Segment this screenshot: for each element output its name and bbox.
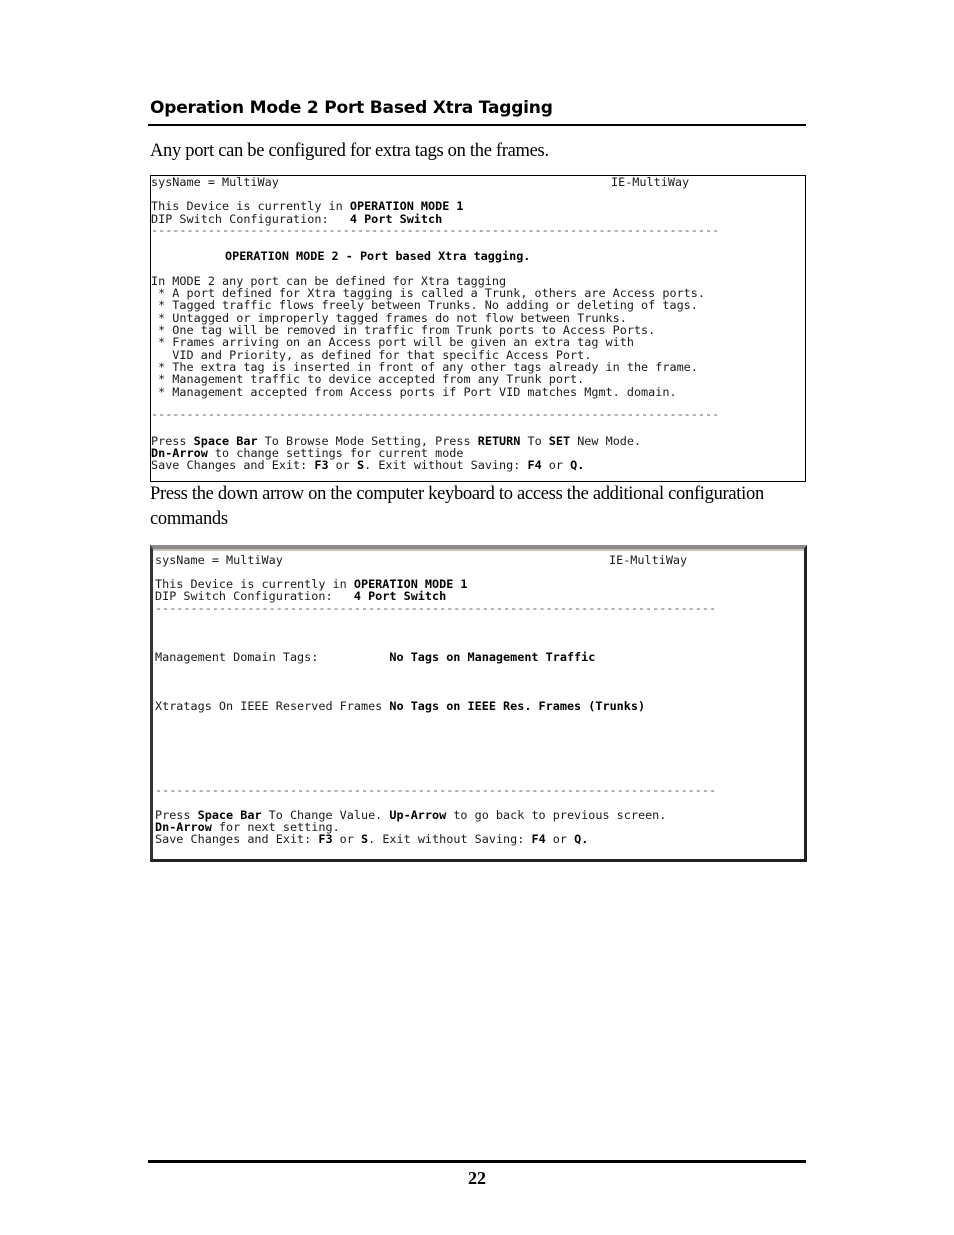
divider-line: -------------------------------------------------------------------------------- <box>151 407 720 421</box>
help-text: To Browse Mode Setting, Press <box>257 434 478 448</box>
help-text: Save Changes and Exit: <box>151 458 315 472</box>
desc-line: * The extra tag is inserted in front of any other tags already in the frame. <box>151 360 698 374</box>
sysname-line <box>155 554 283 566</box>
desc-line: * Frames arriving on an Access port will be given an extra tag with <box>151 335 634 349</box>
desc-line: In MODE 2 any port can be defined for Xtra tagging <box>151 274 507 288</box>
help-text: Press <box>151 434 194 448</box>
set-key: SET <box>548 434 571 448</box>
desc-line: * One tag will be removed in traffic from Trunk ports to Access Ports. <box>151 323 656 337</box>
help-text: or <box>328 458 357 472</box>
desc-line: * A port defined for Xtra tagging is called a Trunk, others are Access ports. <box>151 286 705 300</box>
help-text: . <box>577 458 585 472</box>
mgmt-domain-label: Management Domain Tags: <box>155 650 390 664</box>
mode-title-text: OPERATION MODE 2 - Port based Xtra tagging. <box>225 249 531 263</box>
dip-switch-prefix: DIP Switch Configuration: <box>151 212 350 226</box>
device-mode-prefix: This Device is currently in <box>155 577 354 591</box>
f4-key: F4 <box>531 832 546 846</box>
space-bar-key: Space Bar <box>197 808 262 822</box>
help-line-3 <box>151 459 584 471</box>
q-key: Q <box>574 832 582 846</box>
dip-switch-value: 4 Port Switch <box>353 589 447 603</box>
help-line-3 <box>155 833 588 845</box>
help-text: to go back to previous screen. <box>446 808 667 822</box>
help-text: or <box>541 458 571 472</box>
s-key: S <box>357 458 365 472</box>
f4-key: F4 <box>527 458 542 472</box>
help-text: New Mode. <box>570 434 642 448</box>
window-top-strip <box>153 549 804 551</box>
up-arrow-key: Up-Arrow <box>389 808 447 822</box>
help-text: Press <box>155 808 198 822</box>
xtratags-ieee-setting[interactable] <box>155 700 645 712</box>
hostname: IE-MultiWay <box>611 175 690 189</box>
space-bar-key: Space Bar <box>193 434 258 448</box>
help-text: To <box>520 434 549 448</box>
device-mode-value: OPERATION MODE 1 <box>349 199 464 213</box>
device-mode-prefix: This Device is currently in <box>151 199 350 213</box>
q-key: Q <box>570 458 578 472</box>
mode-title <box>225 250 530 262</box>
help-text: to change settings for current mode <box>207 446 464 460</box>
hostname: IE-MultiWay <box>609 553 688 567</box>
section-heading: Operation Mode 2 Port Based Xtra Tagging <box>150 98 553 118</box>
divider-line: ------------------------------------------------------------------------------- <box>155 601 717 615</box>
heading-rule <box>148 124 806 126</box>
sysname: sysName = MultiWay <box>155 553 283 567</box>
desc-line: * Tagged traffic flows freely between Trunks. No adding or deleting of tags. <box>151 298 698 312</box>
help-text: or <box>332 832 361 846</box>
return-key: RETURN <box>477 434 521 448</box>
between-paragraph: Press the down arrow on the computer keyboard to access the additional configuration commands <box>150 484 764 529</box>
desc-line: * Management traffic to device accepted from any Trunk port. <box>151 372 585 386</box>
sysname: sysName = MultiWay <box>151 175 279 189</box>
help-text: for next setting. <box>211 820 340 834</box>
help-text: . Exit without Saving: <box>364 458 528 472</box>
intro-paragraph: Any port can be configured for extra tags on the frames. <box>150 141 549 161</box>
dn-arrow-key: Dn-Arrow <box>155 820 212 834</box>
help-text: To Change Value. <box>261 808 390 822</box>
terminal-screenshot-settings <box>150 545 807 862</box>
page-number: 22 <box>468 1168 486 1188</box>
xtratags-ieee-value[interactable]: No Tags on IEEE Res. Frames (Trunks) <box>389 699 646 713</box>
dip-switch-value: 4 Port Switch <box>349 212 443 226</box>
help-text: . <box>581 832 589 846</box>
help-text: or <box>545 832 575 846</box>
sysname-line <box>151 176 279 188</box>
dip-switch-prefix: DIP Switch Configuration: <box>155 589 354 603</box>
s-key: S <box>361 832 369 846</box>
desc-line: * Management accepted from Access ports if Port VID matches Mgmt. domain. <box>151 385 677 399</box>
desc-line: * Untagged or improperly tagged frames do not flow between Trunks. <box>151 311 627 325</box>
xtratags-ieee-label: Xtratags On IEEE Reserved Frames <box>155 699 390 713</box>
help-text: . Exit without Saving: <box>368 832 532 846</box>
mgmt-domain-value[interactable]: No Tags on Management Traffic <box>389 650 596 664</box>
desc-line: VID and Priority, as defined for that specific Access Port. <box>151 348 592 362</box>
device-mode-value: OPERATION MODE 1 <box>353 577 468 591</box>
dn-arrow-key: Dn-Arrow <box>151 446 208 460</box>
help-text: Save Changes and Exit: <box>155 832 319 846</box>
divider-line: ------------------------------------------------------------------------------- <box>155 783 717 797</box>
device-mode-line <box>151 200 464 212</box>
terminal-screenshot-mode2 <box>150 175 806 482</box>
f3-key: F3 <box>314 458 329 472</box>
f3-key: F3 <box>318 832 333 846</box>
divider-line: -------------------------------------------------------------------------------- <box>151 223 720 237</box>
footer-rule <box>148 1160 806 1163</box>
mgmt-domain-setting[interactable] <box>155 651 595 663</box>
